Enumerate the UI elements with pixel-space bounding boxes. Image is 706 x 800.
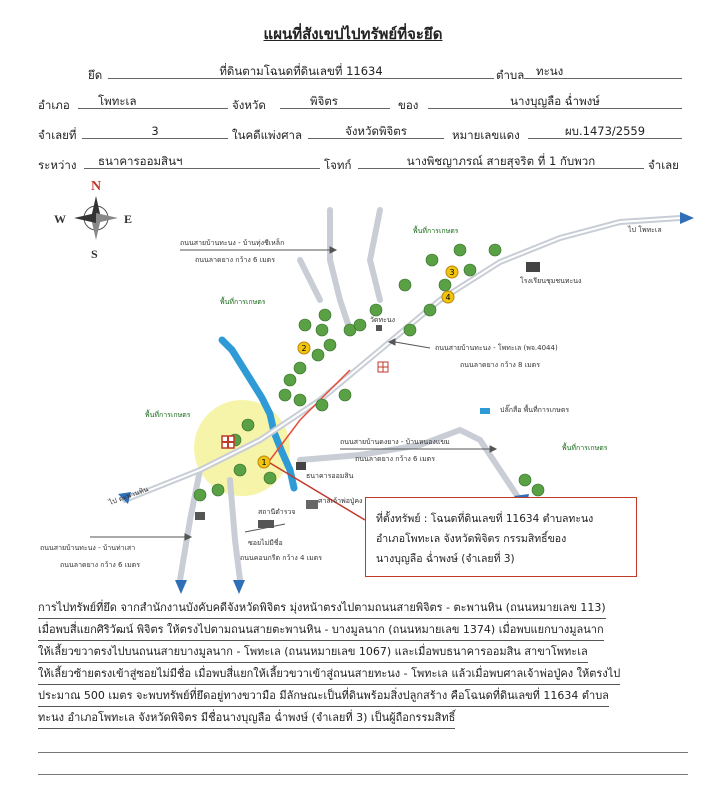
between-label: ระหว่าง [38,158,77,172]
road-east-label: ถนนสายบ้านดงยาง - บ้านหนองแขม [340,438,450,446]
temple-label: วัดทะนง [370,316,396,324]
directions-line-2: เมื่อพบสี่แยกศิริวัฒน์ พิจิตร ให้ตรงไปตามถนนสายตะพานหิน - บางมูลนาก (ถนนหมายเลข 1374) เมื่อพบแยกบางมูลนาก [38,620,604,641]
shrine-label: ศาลเจ้าพ่อปู่คง [318,497,363,505]
directions-line-4: ให้เลี้ยวซ้ายตรงเข้าสู่ซอยไม่มีชื่อ เมื่อพบสี่แยกให้เลี้ยวขวาเข้าสู่ถนนสายทะนง - โพทะเล แล้วเมื่อพบศาลเจ้าพ่อปู่คง ให้ตรงไป [38,664,620,685]
debtor-no-label: จำเลยที่ [38,128,77,142]
debtor-no-field: 3 [82,124,228,139]
court-label: ในคดีแพ่งศาล [232,128,303,142]
note-line-2: อำเภอโพทะเล จังหวัดพิจิตร กรรมสิทธิ์ของ [376,533,567,545]
farmland-ne-label: พื้นที่การเกษตร [413,227,459,235]
blank-line [38,774,688,775]
soi-sub: ถนนคอนกรีต กว้าง 4 เมตร [240,554,322,562]
yuet-label: ยึด [88,68,103,82]
red-case-label: หมายเลขแดง [452,128,520,142]
yuet-field: ที่ดินตามโฉนดที่ดินเลขที่ 11634 [108,64,494,79]
bank-label: ธนาคารออมสิน [306,472,354,480]
court-field: จังหวัดพิจิตร [308,124,444,139]
compass-w: W [54,212,66,226]
road-sw-sub: ถนนลาดยาง กว้าง 6 เมตร [60,561,140,569]
road-east-sub: ถนนลาดยาง กว้าง 6 เมตร [355,455,435,463]
red-case-field: ผบ.1473/2559 [528,124,682,139]
owner-label: ของ [398,98,419,112]
school-label: โรงเรียนชุมชนทะนง [520,277,582,285]
farmland-w-label: พื้นที่การเกษตร [220,298,266,306]
amphoe-field: โพทะเล [78,94,228,109]
plaintiff-label: โจทก์ [324,158,352,172]
road-4044-sub: ถนนลาดยาง กว้าง 8 เมตร [460,361,540,369]
province-field: พิจิตร [280,94,390,109]
marker-2: 2 [301,344,307,353]
plaintiff-field: นางพิชญาภรณ์ สายสุจริต ที่ 1 กับพวก [358,154,644,169]
note-line-3: นางบุญลือ ฉ่ำพงษ์ (จำเลยที่ 3) [376,553,515,565]
compass-e: E [124,212,133,226]
directions-line-3: ให้เลี้ยวขวาตรงไปบนถนนสายบางมูลนาก - โพทะเล (ถนนหมายเลข 1067) และเมื่อพบธนาคารออมสิน สาขาโพทะเล [38,642,588,663]
tambon-field: ทะนง [524,64,682,79]
police-label: สถานีตำรวจ [258,508,296,516]
compass-icon [54,179,132,261]
directions-line-1: การไปทรัพย์ที่ยึด จากสำนักงานบังคับคดีจังหวัดพิจิตร มุ่งหน้าตรงไปตามถนนสายพิจิตร - ตะพานหิน (ถนนหมายเลข 113) [38,598,606,619]
road-sw-label: ถนนสายบ้านทะนง - บ้านท่าเสา [40,544,136,552]
note-line-1: ที่ตั้งทรัพย์ : โฉนดที่ดินเลขที่ 11634 ตำบลทะนง [376,513,594,525]
compass-n: N [91,179,102,194]
defendant-label: จำเลย [648,158,679,172]
farmland-e-label: พื้นที่การเกษตร [562,444,608,452]
marker-3: 3 [449,268,455,277]
owner-field: นางบุญลือ ฉ่ำพงษ์ [428,94,682,109]
amphoe-label: อำเภอ [38,98,70,112]
to-taphanhin-label: ไป ตะพานหิน [107,485,150,507]
road-north-sub: ถนนลาดยาง กว้าง 6 เมตร [195,256,275,264]
directions-line-6: ทะนง อำเภอโพทะเล จังหวัดพิจิตร มีชื่อนางบุญลือ ฉ่ำพงษ์ (จำเลยที่ 3) เป็นผู้ถือกรรมสิทธิ์ [38,708,455,729]
property-location-note [365,497,637,577]
road-north-label: ถนนสายบ้านทะนง - บ้านทุ่งชีเหล็ก [180,239,285,247]
page-title: แผนที่สังเขปไปทรัพย์ที่จะยึด [263,25,443,43]
marker-4: 4 [445,293,451,302]
tambon-label: ตำบล [496,68,525,82]
compass-s: S [91,247,98,261]
soi-label: ซอยไม่มีชื่อ [248,539,283,547]
directions-line-5: ประมาณ 500 เมตร จะพบทรัพย์ที่ยึดอยู่ทางขวามือ มีลักษณะเป็นที่ดินพร้อมสิ่งปลูกสร้าง คือโฉนดที่ดินเลขที่ 11634 ตำบล [38,686,609,707]
water-label: ปลั๊กสื่อ พื้นที่การเกษตร [500,406,570,414]
farmland-sw-label: พื้นที่การเกษตร [145,411,191,419]
to-photale-label: ไป โพทะเล [628,226,662,234]
between-field: ธนาคารออมสินฯ [84,154,320,169]
blank-line [38,752,688,753]
province-label: จังหวัด [232,98,266,112]
marker-1: 1 [261,458,267,467]
road-4044-label: ถนนสายบ้านทะนง - โพทะเล (พจ.4044) [435,344,558,352]
